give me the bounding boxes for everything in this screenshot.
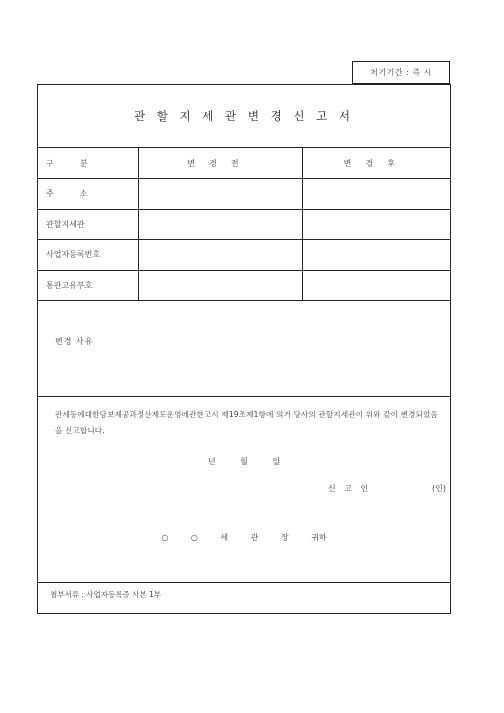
table-row [38, 209, 450, 240]
applicant-label: 신 고 인 [328, 484, 372, 493]
header-category: 구분 [38, 148, 138, 179]
table-row [38, 270, 450, 301]
table-row [38, 240, 450, 271]
row-label-business-number: 사업자등록번호 [38, 240, 138, 271]
date-line: 년 월 일 [207, 457, 281, 466]
table-header-row [38, 148, 450, 179]
clearance-code-before-cell[interactable] [138, 270, 302, 301]
change-reason-label: 변경 사유 [55, 337, 94, 346]
business-number-after-cell[interactable] [302, 240, 450, 271]
attachment-note: 첨부서류 : 사업자등록증 사본 1부 [38, 582, 450, 614]
seal-mark: (인) [432, 484, 446, 493]
customs-after-cell[interactable] [302, 209, 450, 240]
business-number-before-cell[interactable] [138, 240, 302, 271]
header-after: 변경후 [302, 148, 450, 179]
row-label-customs: 관할지세관 [38, 209, 138, 240]
change-reason-section[interactable] [38, 311, 450, 397]
address-after-cell[interactable] [302, 179, 450, 210]
row-label-clearance-code: 통관고유부호 [38, 270, 138, 301]
declaration-text: 관세등에대한담보제공과정산제도운영에관한고시 제19조제1항에 의거 당사의 관할지세관이 위와 같이 변경되었음을 신고합니다. [55, 410, 438, 435]
clearance-code-after-cell[interactable] [302, 270, 450, 301]
form-title: 관 할 지 세 관 변 경 신 고 서 [38, 85, 450, 148]
table-row [38, 179, 450, 210]
change-table [38, 148, 450, 301]
addressee: ○ ○ 세 관 장 귀하 [161, 533, 327, 542]
row-label-address: 주소 [38, 179, 138, 210]
address-before-cell[interactable] [138, 179, 302, 210]
header-before: 변경전 [138, 148, 302, 179]
customs-before-cell[interactable] [138, 209, 302, 240]
processing-period-box: 처기기간 : 즉 시 [352, 61, 450, 84]
report-form [37, 84, 451, 614]
